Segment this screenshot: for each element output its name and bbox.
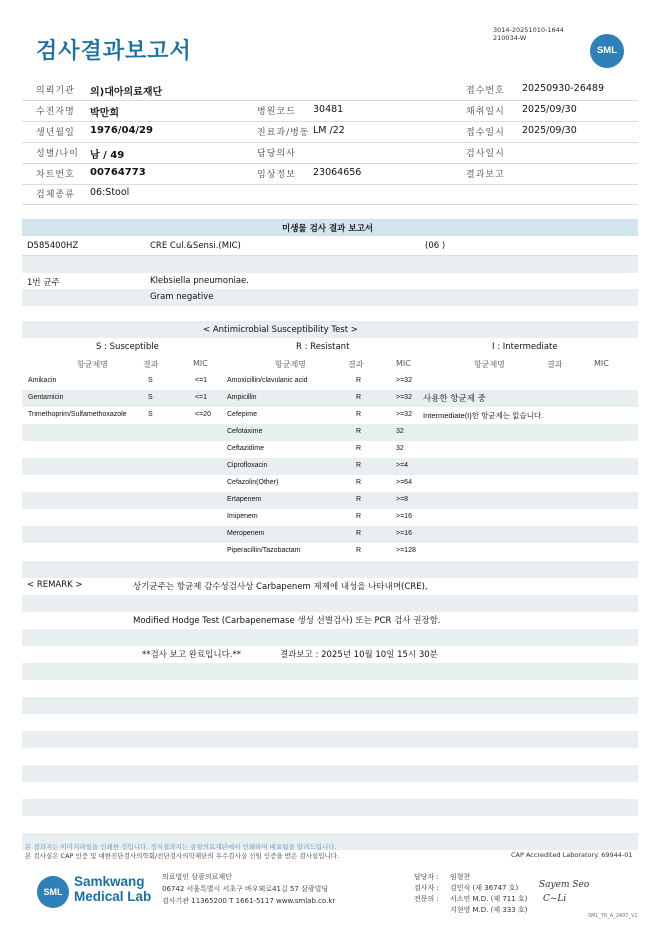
drug-name: Imipenem	[227, 513, 258, 520]
stripe	[22, 390, 638, 407]
stripe	[22, 731, 638, 748]
address: 06742 서울특별시 서초구 바우뫼로41길 57 삼광빌딩	[162, 885, 329, 893]
stripe	[22, 492, 638, 509]
sml-logo-icon: SML	[590, 34, 624, 68]
document-id	[493, 26, 564, 42]
info-label: 접수일시	[466, 128, 505, 138]
drug-name: Meropenem	[227, 530, 265, 537]
info-label: 검사일시	[466, 149, 505, 159]
drug-name: Piperacillin/Tazobactam	[227, 547, 301, 554]
staff-role: 검사자 :	[414, 884, 439, 892]
ast-title: < Antimicrobial Susceptibility Test >	[203, 325, 358, 335]
info-row	[22, 184, 638, 205]
stripe	[22, 765, 638, 782]
mic-value: >=32	[396, 411, 412, 418]
remark-label: < REMARK >	[27, 580, 83, 590]
mic-value: 32	[396, 445, 404, 452]
stripe	[22, 799, 638, 816]
staff-role: 담당자 :	[414, 873, 439, 881]
info-value: 2025/09/30	[522, 125, 577, 136]
susceptibility-result: R	[356, 445, 362, 452]
col-mic-header: MIC	[193, 359, 208, 368]
drug-name: Cefazolin(Other)	[227, 479, 279, 486]
organization-name: 의료법인 삼광의료재단	[162, 873, 232, 881]
mic-value: >=64	[396, 479, 412, 486]
legend-resistant: R : Resistant	[296, 342, 350, 352]
mic-value: >=128	[396, 547, 416, 554]
info-value: 30481	[313, 104, 344, 115]
mic-value: 32	[396, 428, 404, 435]
mic-value: <=1	[195, 377, 208, 384]
stripe	[22, 289, 638, 306]
info-row	[22, 143, 638, 164]
remark-line: 상기균주는 항균제 감수성검사상 Carbapenem 제제에 내성을 나타내며(CRE),	[133, 582, 428, 592]
susceptibility-result: R	[356, 377, 362, 384]
stripe	[22, 595, 638, 612]
col-mic-header: MIC	[396, 359, 411, 368]
staff-name: 지현영 M.D. (제 333 호)	[450, 906, 528, 914]
info-label: 진료과/병동	[257, 128, 310, 138]
print-notice: 본 결과지는 이미지파일을 인쇄한 것입니다. 정식결과지는 삼광의료재단에서 인쇄하여 배포됨을 알려드립니다.	[25, 843, 337, 851]
info-row	[22, 164, 638, 185]
drug-name: Cefepime	[227, 411, 257, 418]
info-value: 의)대아의료재단	[90, 87, 163, 98]
remark-line: Modified Hodge Test (Carbapenemase 생성 선별검사) 또는 PCR 검사 권장함.	[133, 616, 441, 626]
mic-value: >=8	[396, 496, 409, 503]
form-code: SML_TR_A_2407_V1	[588, 913, 638, 919]
col-result-header: 결과	[348, 360, 364, 369]
info-row	[22, 80, 638, 101]
info-label: 결과보고	[466, 170, 505, 180]
brand-name	[74, 874, 151, 904]
col-mic-header: MIC	[594, 359, 609, 368]
info-label: 수진자명	[36, 107, 75, 117]
test-number: (06 )	[425, 241, 446, 251]
drug-name: Ertapenem	[227, 496, 262, 503]
legend-intermediate: I : Intermediate	[492, 342, 558, 352]
staff-name: 김민식 (제 36747 호)	[450, 884, 519, 892]
mic-value: >=4	[396, 462, 409, 469]
susceptibility-result: S	[148, 377, 153, 384]
col-drug-header: 항균제명	[77, 360, 108, 369]
info-label: 생년월일	[36, 128, 75, 138]
stripe	[22, 663, 638, 680]
col-drug-header: 항균제명	[474, 360, 505, 369]
info-label: 차트번호	[36, 170, 75, 180]
info-value: 박만희	[90, 108, 119, 119]
staff-role: 전문의 :	[414, 895, 439, 903]
info-value: 20250930-26489	[522, 83, 605, 94]
info-label: 접수번호	[466, 86, 505, 96]
staff-name: 임형찬	[450, 873, 471, 881]
stripe	[22, 256, 638, 273]
mic-value: >=32	[396, 394, 412, 401]
info-value: LM /22	[313, 125, 345, 136]
staff-name: 서소연 M.D. (제 711 호)	[450, 895, 528, 903]
susceptibility-result: R	[356, 462, 362, 469]
mic-value: <=20	[195, 411, 211, 418]
legend-susceptible: S : Susceptible	[96, 342, 159, 352]
section-title: 미생물 검사 결과 보고서	[282, 224, 373, 234]
drug-name: Ampicillin	[227, 394, 257, 401]
sml-logo-icon: SML	[37, 876, 69, 908]
drug-name: Trimethoprim/Sulfamethoxazole	[28, 411, 127, 418]
susceptibility-result: R	[356, 394, 362, 401]
info-label: 담당의사	[257, 149, 296, 159]
susceptibility-result: S	[148, 411, 153, 418]
document-id-line: 3014-20251010-1644	[493, 26, 564, 34]
stripe	[22, 424, 638, 441]
susceptibility-result: R	[356, 479, 362, 486]
stripe	[22, 526, 638, 543]
drug-name: Cefotaxime	[227, 428, 263, 435]
signature: Sayem Seo	[539, 880, 590, 890]
drug-name: Gentamicin	[28, 394, 64, 401]
info-value: 23064656	[313, 167, 362, 178]
page-title: 검사결과보고서	[36, 39, 192, 64]
info-label: 임상정보	[257, 170, 296, 180]
drug-name: Ceftazidime	[227, 445, 264, 452]
stripe	[22, 458, 638, 475]
brand-line: Medical Lab	[74, 889, 152, 904]
info-label: 병원코드	[257, 107, 296, 117]
drug-name: Amoxicillin/clavulanic acid	[227, 377, 308, 384]
info-value: 남 / 49	[90, 150, 125, 161]
mic-value: >=32	[396, 377, 412, 384]
mic-value: >=16	[396, 513, 412, 520]
info-row	[22, 101, 638, 122]
info-label: 성별/나이	[36, 149, 79, 159]
organism-name: Klebsiella pneumoniae.	[150, 276, 249, 286]
susceptibility-result: R	[356, 411, 362, 418]
brand-line: Samkwang	[74, 874, 145, 889]
info-label: 채취일시	[466, 107, 505, 117]
susceptibility-result: S	[148, 394, 153, 401]
info-value: 00764773	[90, 167, 146, 178]
test-code: D585400HZ	[27, 241, 79, 251]
susceptibility-result: R	[356, 428, 362, 435]
susceptibility-result: R	[356, 513, 362, 520]
stripe	[22, 697, 638, 714]
cap-accreditation: CAP Accredited Laboratory. 69944-01	[511, 851, 633, 859]
info-label: 검체종류	[36, 190, 75, 200]
organism-label: 1번 균주	[27, 278, 60, 288]
drug-name: Amikacin	[28, 377, 57, 384]
info-value: 2025/09/30	[522, 104, 577, 115]
susceptibility-result: R	[356, 496, 362, 503]
info-row	[22, 122, 638, 143]
test-name: CRE Cul.&Sensi.(MIC)	[150, 241, 241, 251]
stripe	[22, 561, 638, 578]
susceptibility-result: R	[356, 530, 362, 537]
col-drug-header: 항균제명	[275, 360, 306, 369]
report-time: 결과보고 : 2025년 10월 10일 15시 30분	[280, 650, 438, 660]
certification-note: 본 검사실은 CAP 인증 및 대한진단검사의학회/진단검사의학재단의 우수검사실 신임 인증을 받은 검사실입니다.	[25, 852, 340, 860]
document-id-line: 210034-W	[493, 34, 527, 42]
report-complete: **검사 보고 완료입니다.**	[142, 650, 242, 660]
stripe	[22, 629, 638, 646]
col-result-header: 결과	[143, 360, 159, 369]
license-contact: 검사기관 11365200 T 1661-5117 www.smlab.co.kr	[162, 897, 336, 905]
info-value: 06:Stool	[90, 187, 130, 198]
mic-value: >=16	[396, 530, 412, 537]
signature: C~Li	[543, 894, 567, 904]
col-result-header: 결과	[547, 360, 563, 369]
drug-name: Ciprofloxacin	[227, 462, 268, 469]
info-value: 1976/04/29	[90, 125, 153, 136]
intermediate-note: Intermediate(I)한 항균제는 없습니다.	[423, 411, 544, 420]
info-label: 의뢰기관	[36, 86, 75, 96]
susceptibility-result: R	[356, 547, 362, 554]
mic-value: <=1	[195, 394, 208, 401]
gram-stain: Gram negative	[150, 292, 214, 302]
intermediate-note: 사용한 항균제 중	[423, 394, 486, 404]
